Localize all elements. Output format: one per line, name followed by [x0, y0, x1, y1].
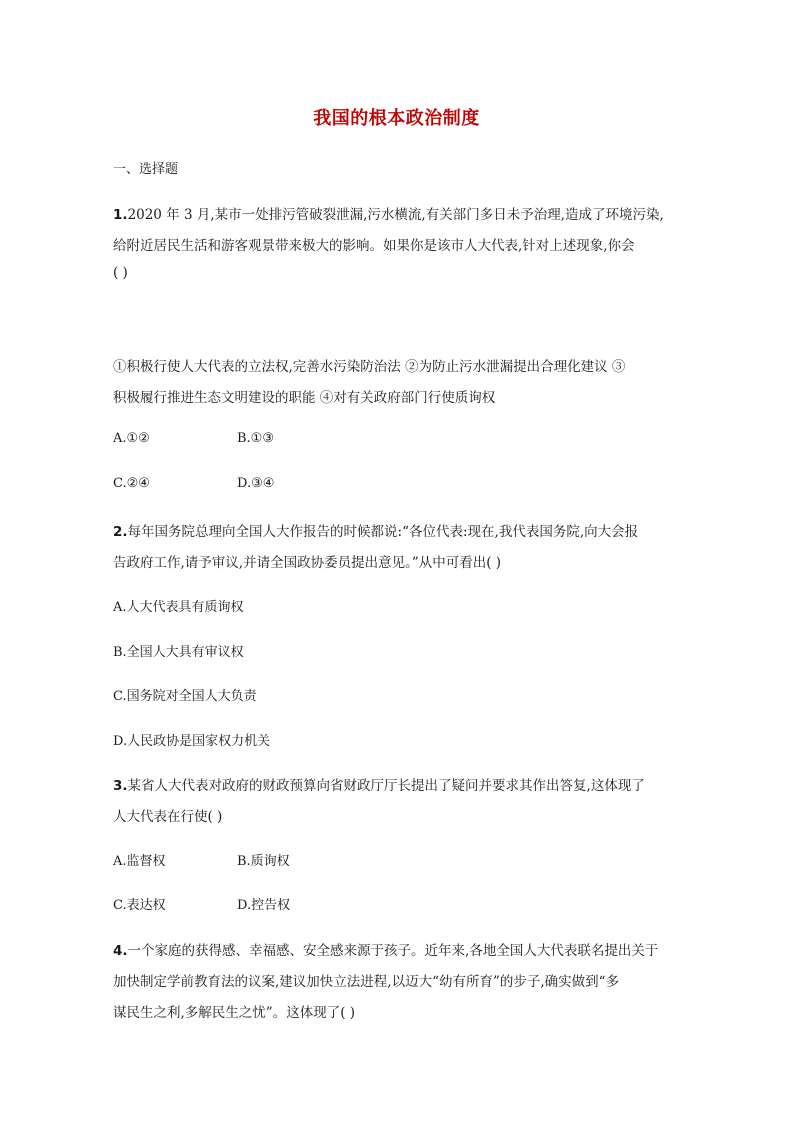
question-4-line-3: 谋民生之利,多解民生之忧”。这体现了( ) — [113, 1005, 356, 1021]
question-2-option-b: B.全国人大具有审议权 — [113, 645, 244, 660]
question-number: 4. — [113, 943, 128, 959]
question-number: 2. — [113, 524, 128, 540]
question-3-option-a: A.监督权 — [113, 854, 166, 869]
question-3-option-c: C.表达权 — [113, 898, 166, 913]
question-3-option-b: B.质询权 — [237, 854, 290, 869]
question-1-line-2: 给附近居民生活和游客观景带来极大的影响。如果你是该市人大代表,针对上述现象,你会 — [113, 238, 635, 254]
question-1-statements-line-2: 积极履行推进生态文明建设的职能 ④对有关政府部门行使质询权 — [113, 390, 496, 406]
question-2-line-1 — [113, 520, 638, 540]
question-1-statements-line-1: ①积极行使人大代表的立法权,完善水污染防治法 ②为防止污水泄漏提出合理化建议 ③ — [113, 359, 626, 375]
question-2-option-d: D.人民政协是国家权力机关 — [113, 734, 271, 749]
question-1-option-b: B.①③ — [237, 431, 274, 446]
question-1-option-d: D.③④ — [237, 476, 275, 491]
question-number: 3. — [113, 778, 128, 794]
page-title: 我国的根本政治制度 — [313, 108, 480, 129]
question-1-option-a: A.①② — [113, 431, 150, 446]
question-4-line-2: 加快制定学前教育法的议案,建议加快立法进程,以迈大“幼有所育”的步子,确实做到“多 — [113, 974, 620, 990]
question-1-option-c: C.②④ — [113, 476, 150, 491]
question-4-line-1 — [113, 939, 658, 959]
question-3-line-2: 人大代表在行使( ) — [113, 809, 223, 825]
question-2-option-c: C.国务院对全国人大负责 — [113, 689, 257, 704]
section-heading: 一、选择题 — [113, 162, 179, 177]
question-number: 1. — [113, 207, 128, 223]
question-2-option-a: A.人大代表具有质询权 — [113, 600, 244, 615]
question-text: 2020 年 3 月,某市一处排污管破裂泄漏,污水横流,有关部门多日未予治理,造成了环境污染, — [127, 207, 664, 223]
question-text: 一个家庭的获得感、幸福感、安全感来源于孩子。近年来,各地全国人大代表联名提出关于 — [127, 943, 659, 959]
question-text: 每年国务院总理向全国人大作报告的时候都说:“各位代表:现在,我代表国务院,向大会报 — [127, 524, 639, 540]
question-1-line-3: ( ) — [113, 265, 128, 281]
question-3-line-1 — [113, 774, 645, 794]
question-2-line-2: 告政府工作,请予审议,并请全国政协委员提出意见。”从中可看出( ) — [113, 555, 502, 571]
question-1-line-1 — [113, 203, 664, 223]
question-text: 某省人大代表对政府的财政预算向省财政厅厅长提出了疑问并要求其作出答复,这体现了 — [127, 778, 645, 794]
question-3-option-d: D.控告权 — [237, 898, 291, 913]
